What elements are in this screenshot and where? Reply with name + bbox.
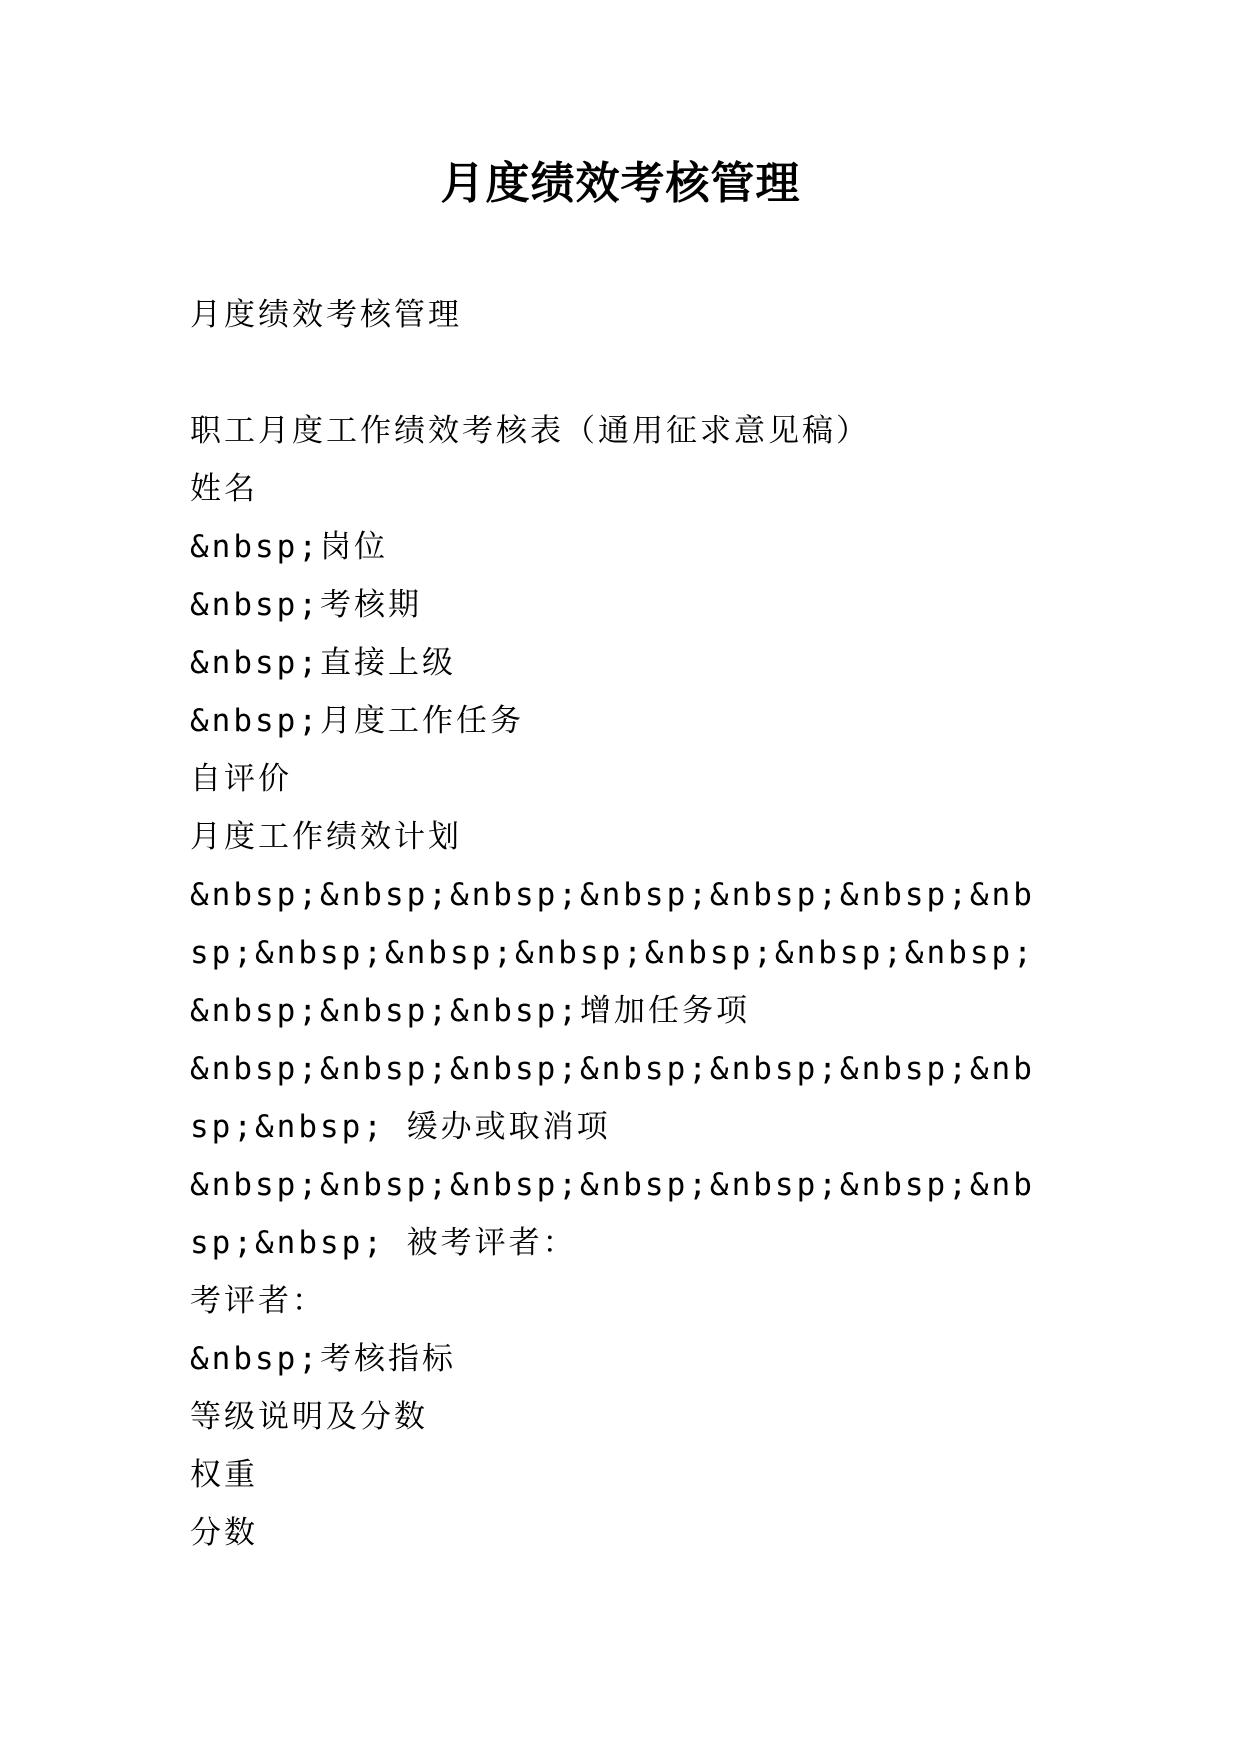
paragraph-name: 姓名 [190, 471, 258, 507]
document-body [190, 402, 1052, 1562]
paragraph-indicators: &nbsp;考核指标 [190, 1341, 456, 1377]
paragraph-evaluator: 考评者： [190, 1283, 326, 1319]
paragraph-score: 分数 [190, 1515, 258, 1551]
document-title: 月度绩效考核管理 [440, 158, 801, 209]
paragraph-grade-description: 等级说明及分数 [190, 1399, 428, 1435]
paragraph-weight: 权重 [190, 1457, 258, 1493]
paragraph-self-evaluation: 自评价 [190, 761, 292, 797]
document-subtitle: 月度绩效考核管理 [190, 297, 462, 333]
paragraph-position: &nbsp;岗位 [190, 529, 388, 565]
paragraph-added-tasks: &nbsp;&nbsp;&nbsp;&nbsp;&nbsp;&nbsp;&nbsp;&nbsp;&nbsp;&nbsp;&nbsp;&nbsp;&nbsp;&nbsp;&nbsp;&nbsp;增加任务项 [190, 877, 1035, 1029]
paragraph-period: &nbsp;考核期 [190, 587, 422, 623]
paragraph-monthly-tasks: &nbsp;月度工作任务 [190, 703, 524, 739]
paragraph-supervisor: &nbsp;直接上级 [190, 645, 456, 681]
paragraph-form-title: 职工月度工作绩效考核表（通用征求意见稿） [190, 413, 870, 449]
paragraph-deferred-tasks: &nbsp;&nbsp;&nbsp;&nbsp;&nbsp;&nbsp;&nbsp;&nbsp; 缓办或取消项 [190, 1051, 1035, 1145]
paragraph-performance-plan: 月度工作绩效计划 [190, 819, 462, 855]
paragraph-evaluatee: &nbsp;&nbsp;&nbsp;&nbsp;&nbsp;&nbsp;&nbsp;&nbsp; 被考评者： [190, 1167, 1035, 1261]
